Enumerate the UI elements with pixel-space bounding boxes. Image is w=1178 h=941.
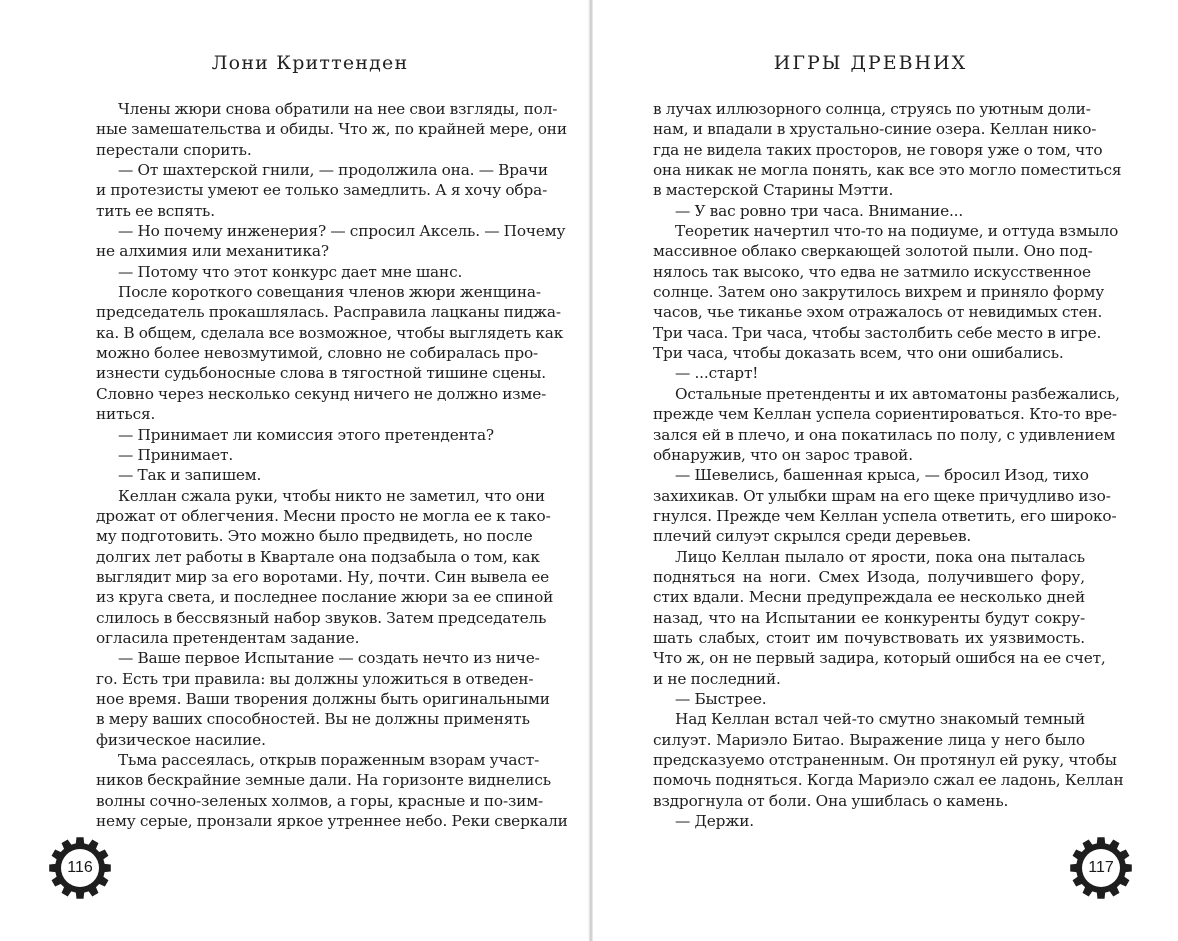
- text-line: Лицо Келлан пылало от ярости, пока она пыталась: [675, 547, 1085, 566]
- text-line: Три часа. Три часа, чтобы застолбить себе место в игре.: [653, 323, 1102, 342]
- text-line: обнаружив, что он зарос травой.: [653, 445, 913, 464]
- text-line: захихикав. От улыбки шрам на его щеке причудливо изо-: [653, 486, 1111, 505]
- text-line: ников бескрайние земные дали. На горизонте виднелись: [96, 771, 551, 790]
- text-line: в меру ваших способностей. Вы не должны применять: [96, 710, 530, 729]
- text-line: — Потому что этот конкурс дает мне шанс.: [118, 262, 463, 281]
- text-line: го. Есть три правила: вы должны уложиться в отведен-: [96, 669, 534, 688]
- text-line: она никак не могла понять, как все это могло поместиться: [653, 161, 1122, 180]
- text-line: шать слабых, стоит им почувствовать их уязвимость.: [653, 628, 1085, 647]
- text-line: — Ваше первое Испытание — создать нечто из ниче-: [118, 649, 540, 668]
- text-line: помочь подняться. Когда Мариэло сжал ее ладонь, Келлан: [653, 771, 1124, 790]
- left-body-text: [96, 99, 568, 831]
- text-line: подняться на ноги. Смех Изода, получившего фору,: [653, 567, 1085, 586]
- text-line: силуэт. Мариэло Битао. Выражение лица у него было: [653, 730, 1085, 749]
- text-line: волны сочно-зеленых холмов, а горы, красные и по-зим-: [96, 791, 543, 810]
- text-line: председатель прокашлялась. Расправила лацканы пиджа-: [96, 303, 561, 322]
- page-number-badge: [1069, 836, 1133, 900]
- text-line: перестали спорить.: [96, 140, 252, 159]
- text-line: дрожат от облегчения. Месни просто не могла ее к тако-: [96, 506, 551, 525]
- text-line: в лучах иллюзорного солнца, струясь по уютным доли-: [653, 100, 1091, 118]
- text-line: слилось в бессвязный набор звуков. Затем председатель: [96, 608, 547, 627]
- page-number-badge: [48, 836, 112, 900]
- text-line: — Принимает ли комиссия этого претендента?: [118, 425, 494, 444]
- text-line: Тьма рассеялась, открыв пораженным взорам участ-: [118, 751, 540, 769]
- text-line: — Так и запишем.: [118, 466, 262, 485]
- text-line: — Принимает.: [118, 445, 234, 464]
- text-line: зался ей в плечо, и она покатилась по полу, с удивлением: [653, 425, 1116, 444]
- left-page: [0, 0, 588, 941]
- text-line: назад, что на Испытании ее конкуренты будут сокру-: [653, 608, 1085, 627]
- text-line: солнце. Затем оно закрутилось вихрем и приняло форму: [653, 283, 1105, 302]
- text-line: прежде чем Келлан успела сориентироваться. Кто-то вре-: [653, 405, 1117, 424]
- text-line: плечий силуэт скрылся среди деревьев.: [653, 527, 972, 546]
- text-line: ное время. Ваши творения должны быть оригинальными: [96, 689, 550, 708]
- text-line: нялось так высоко, что едва не затмило искусственное: [653, 262, 1091, 281]
- text-line: гнулся. Прежде чем Келлан успела ответить, его широко-: [653, 506, 1117, 525]
- text-line: огласила претендентам задание.: [96, 628, 360, 647]
- text-line: ниться.: [96, 405, 156, 424]
- text-line: предсказуемо отстраненным. Он протянул ей руку, чтобы: [653, 751, 1117, 769]
- text-line: гда не видела таких просторов, не говоря уже о том, что: [653, 140, 1103, 159]
- text-line: и не последний.: [653, 669, 781, 688]
- right-body-text: [653, 99, 1124, 831]
- text-line: — Шевелись, башенная крыса, — бросил Изод, тихо: [675, 466, 1089, 485]
- text-line: ка. В общем, сделала все возможное, чтобы выглядеть как: [96, 323, 564, 342]
- text-line: выглядит мир за его воротами. Ну, почти. Син вывела ее: [96, 567, 550, 586]
- text-line: ные замешательства и обиды. Что ж, по крайней мере, они: [96, 120, 567, 139]
- text-line: физическое насилие.: [96, 730, 266, 749]
- text-line: можно более невозмутимой, словно не собиралась про-: [96, 344, 539, 363]
- right-page: [593, 0, 1178, 941]
- text-line: часов, чье тиканье эхом отражалось от невидимых стен.: [653, 303, 1103, 322]
- page-number: 116: [67, 859, 93, 876]
- text-line: изнести судьбоносные слова в тягостной тишине сцены.: [96, 364, 546, 383]
- text-line: Келлан сжала руки, чтобы никто не заметил, что они: [118, 486, 545, 505]
- text-line: массивное облако сверкающей золотой пыли. Оно под-: [653, 242, 1093, 261]
- text-line: Что ж, он не первый задира, который ошибся на ее счет,: [653, 649, 1106, 668]
- text-line: в мастерской Старины Мэтти.: [653, 181, 894, 200]
- text-line: стих вдали. Месни предупреждала ее несколько дней: [653, 588, 1085, 607]
- page-number: 117: [1088, 859, 1114, 876]
- running-head-author: Лони Криттенден: [211, 52, 409, 74]
- text-line: После короткого совещания членов жюри женщина-: [118, 283, 541, 302]
- text-line: тить ее вспять.: [96, 201, 215, 220]
- text-line: Словно через несколько секунд ничего не должно изме-: [96, 384, 547, 403]
- text-line: — Но почему инженерия? — спросил Аксель. — Почему: [118, 222, 566, 241]
- text-line: — От шахтерской гнили, — продолжила она. — Врачи: [118, 161, 548, 180]
- text-line: Остальные претенденты и их автоматоны разбежались,: [675, 384, 1120, 403]
- text-line: — Держи.: [675, 812, 754, 831]
- text-line: нему серые, пронзали яркое утреннее небо. Реки сверкали: [96, 812, 568, 831]
- text-line: Члены жюри снова обратили на нее свои взгляды, пол-: [118, 100, 558, 118]
- text-line: долгих лет работы в Квартале она подзабыла о том, как: [96, 547, 540, 566]
- text-line: му подготовить. Это можно было предвидеть, но после: [96, 527, 533, 546]
- running-head-title: ИГРЫ ДРЕВНИХ: [773, 52, 968, 74]
- text-line: из круга света, и последнее послание жюри за ее спиной: [96, 588, 554, 607]
- text-line: и протезисты умеют ее только замедлить. А я хочу обра-: [96, 181, 548, 200]
- text-line: — Быстрее.: [675, 689, 767, 708]
- text-line: Теоретик начертил что-то на подиуме, и оттуда взмыло: [675, 222, 1119, 241]
- text-line: нам, и впадали в хрустально-синие озера. Келлан нико-: [653, 120, 1097, 139]
- text-line: Три часа, чтобы доказать всем, что они ошибались.: [653, 344, 1064, 363]
- text-line: — ...старт!: [675, 364, 759, 383]
- text-line: Над Келлан встал чей-то смутно знакомый темный: [675, 710, 1085, 729]
- text-line: не алхимия или механитика?: [96, 242, 329, 261]
- text-line: — У вас ровно три часа. Внимание...: [675, 201, 964, 220]
- text-line: вздрогнула от боли. Она ушиблась о камень.: [653, 791, 1009, 810]
